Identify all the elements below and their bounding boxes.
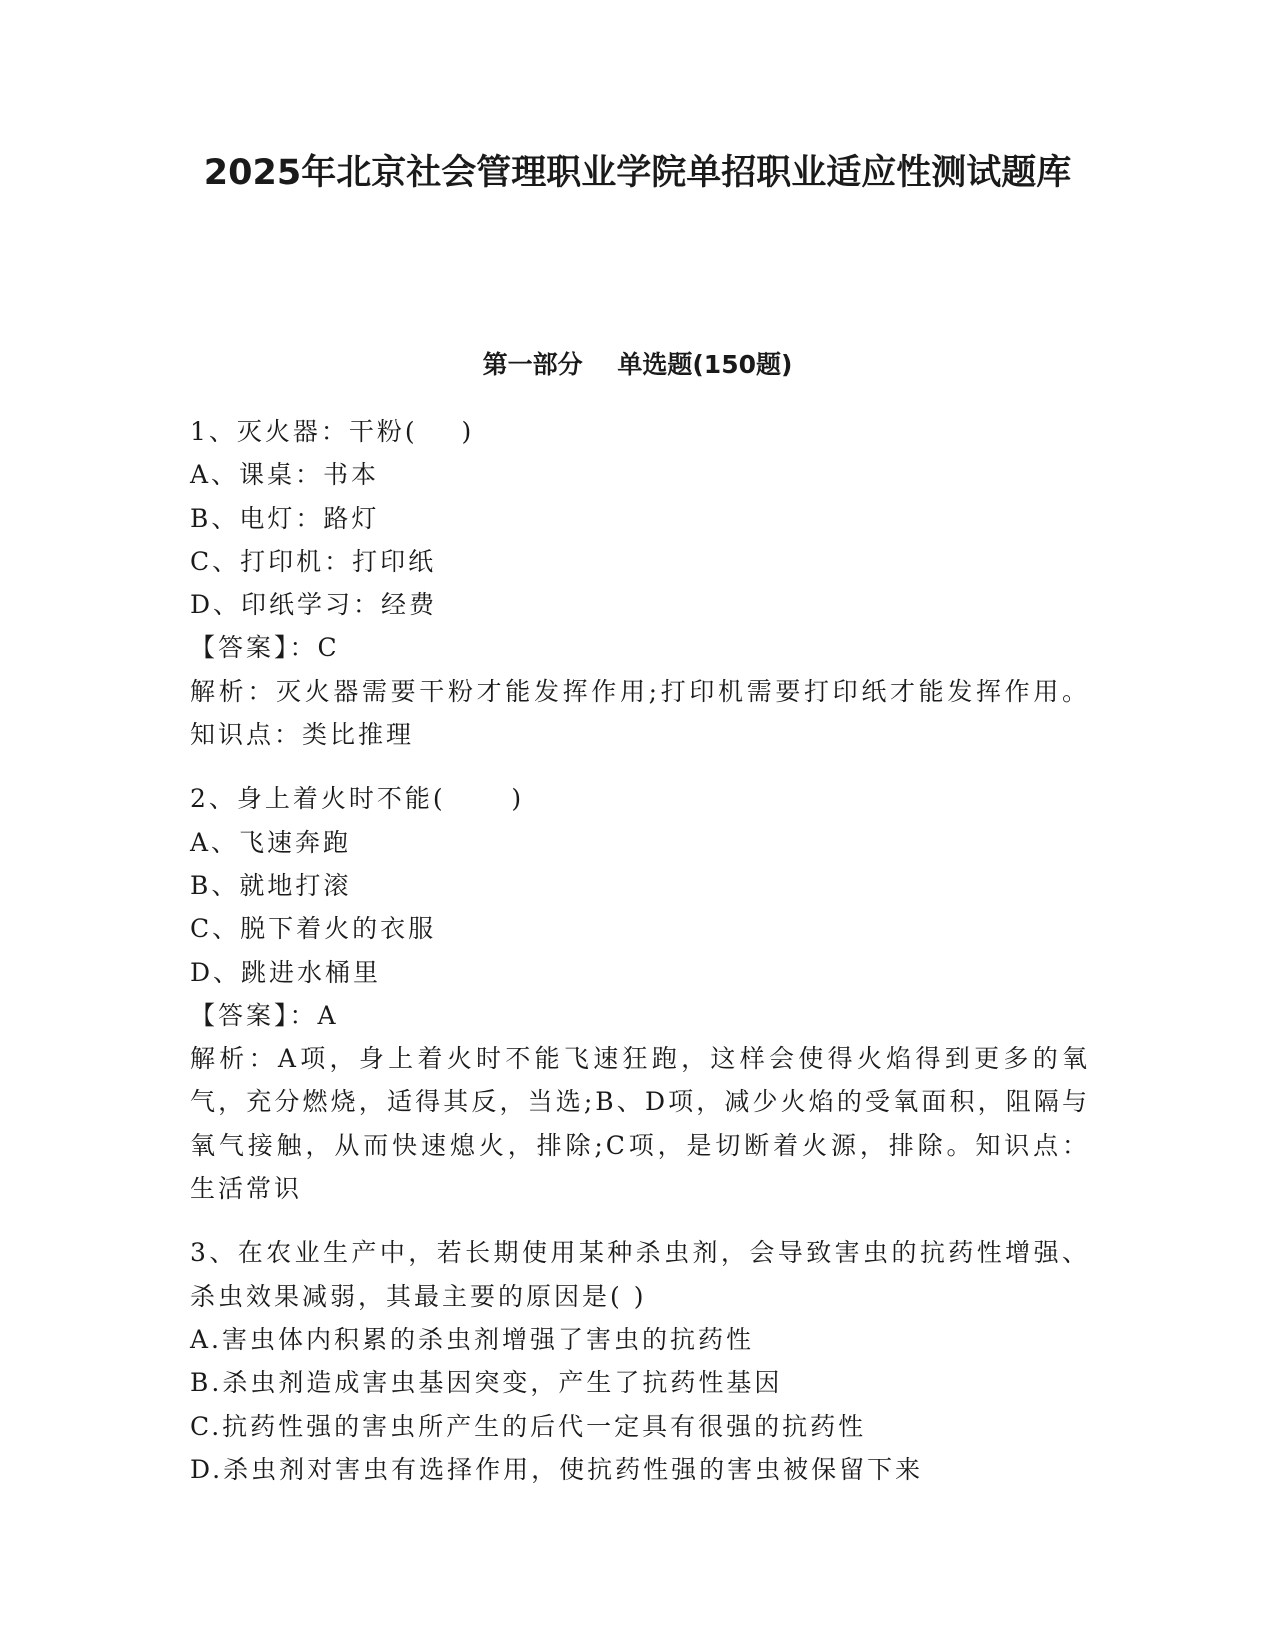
option-b: B、就地打滚 [190, 870, 352, 900]
answer-line: 【答案】：A [190, 1000, 339, 1030]
option-d: D、跳进水桶里 [190, 957, 382, 987]
option-c: C、打印机：打印纸 [190, 546, 437, 576]
document-title: 2025年北京社会管理职业学院单招职业适应性测试题库 [203, 153, 1072, 193]
question-stem: 3、在农业生产中，若长期使用某种杀虫剂，会导致害虫的抗药性增强、杀虫效果减弱，其最主要的原因是( ) [190, 1238, 1090, 1311]
question-item [190, 410, 1090, 756]
question-item [190, 777, 1090, 1210]
question-stem: 1、灭火器：干粉( ) [190, 417, 475, 446]
option-c: C.抗药性强的害虫所产生的后代一定具有很强的抗药性 [190, 1411, 867, 1441]
question-stem: 2、身上着火时不能( ) [190, 784, 525, 814]
question-list [190, 410, 1090, 1512]
analysis-text: 解析：A项，身上着火时不能飞速狂跑，这样会使得火焰得到更多的氧气，充分燃烧，适得其反，当选;B、D项，减少火焰的受氧面积，阻隔与氧气接触，从而快速熄火，排除;C项，是切断着火源，排除。知识点：生活常识 [190, 1044, 1090, 1204]
option-a: A.害虫体内积累的杀虫剂增强了害虫的抗药性 [190, 1324, 755, 1354]
section-title: 第一部分 单选题(150题) [482, 350, 793, 379]
option-c: C、脱下着火的衣服 [190, 914, 437, 944]
option-b: B、电灯：路灯 [190, 503, 380, 533]
answer-line: 【答案】：C [190, 633, 340, 663]
analysis-text: 解析：灭火器需要干粉才能发挥作用;打印机需要打印纸才能发挥作用。知识点：类比推理 [190, 676, 1090, 750]
option-b: B.杀虫剂造成害虫基因突变，产生了抗药性基因 [190, 1368, 783, 1398]
question-item [190, 1231, 1090, 1491]
option-d: D.杀虫剂对害虫有选择作用，使抗药性强的害虫被保留下来 [190, 1454, 924, 1484]
option-a: A、飞速奔跑 [190, 827, 352, 857]
option-d: D、印纸学习：经费 [190, 590, 438, 620]
option-a: A、课桌：书本 [190, 460, 380, 490]
